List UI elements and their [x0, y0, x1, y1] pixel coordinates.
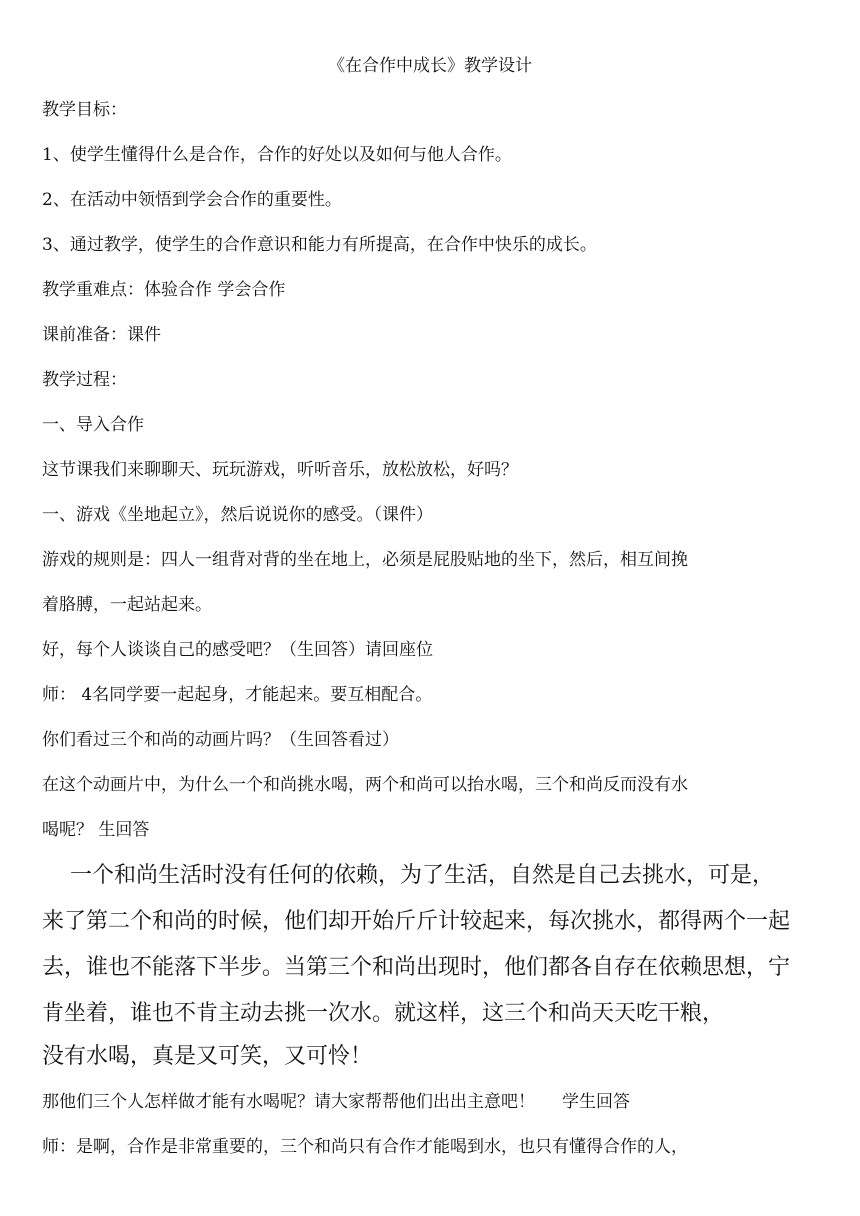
key-points: 教学重难点：体验合作 学会合作 [42, 280, 286, 300]
story-line: 来了第二个和尚的时候，他们却开始斤斤计较起来，每次挑水，都得两个一起 [42, 909, 791, 934]
paragraph-line: 在这个动画片中，为什么一个和尚挑水喝，两个和尚可以抬水喝，三个和尚反而没有水 [42, 775, 688, 795]
story-line: 没有水喝，真是又可笑，又可怜！ [42, 1044, 373, 1069]
preparation: 课前准备：课件 [42, 325, 161, 345]
objective-3: 3、通过教学，使学生的合作意识和能力有所提高，在合作中快乐的成长。 [42, 235, 597, 255]
heading-process: 教学过程： [42, 370, 127, 390]
objective-1: 1、使学生懂得什么是合作，合作的好处以及如何与他人合作。 [42, 145, 512, 165]
paragraph-line: 师：是啊，合作是非常重要的，三个和尚只有合作才能喝到水，也只有懂得合作的人， [42, 1137, 688, 1157]
paragraph-line: 好，每个人谈谈自己的感受吧？（生回答）请回座位 [42, 640, 433, 660]
paragraph-line: 师： 4名同学要一起起身，才能起来。要互相配合。 [42, 685, 433, 705]
paragraph-line: 游戏的规则是：四人一组背对背的坐在地上，必须是屁股贴地的坐下，然后，相互间挽 [42, 550, 688, 570]
story-line: 去，谁也不能落下半步。当第三个和尚出现时，他们都各自存在依赖思想，宁 [42, 955, 791, 980]
section-game: 一、游戏《坐地起立》，然后说说你的感受。（课件） [42, 505, 433, 525]
objective-2: 2、在活动中领悟到学会合作的重要性。 [42, 190, 342, 210]
document-title: 《在合作中成长》教学设计 [328, 56, 532, 76]
paragraph-line: 你们看过三个和尚的动画片吗？（生回答看过） [42, 730, 399, 750]
paragraph-line: 那他们三个人怎样做才能有水喝呢？请大家帮帮他们出出主意吧！ 学生回答 [42, 1092, 631, 1112]
paragraph-line: 这节课我们来聊聊天、玩玩游戏，听听音乐，放松放松，好吗？ [42, 460, 518, 480]
story-line: 一个和尚生活时没有任何的依赖，为了生活，自然是自己去挑水，可是， [42, 863, 774, 888]
paragraph-line: 着胳膊，一起站起来。 [42, 595, 212, 615]
section-intro: 一、导入合作 [42, 415, 144, 435]
story-line: 肯坐着，谁也不肯主动去挑一次水。就这样，这三个和尚天天吃干粮， [42, 1001, 725, 1026]
heading-objectives: 教学目标： [42, 100, 127, 120]
paragraph-line: 喝呢？ 生回答 [42, 820, 150, 840]
